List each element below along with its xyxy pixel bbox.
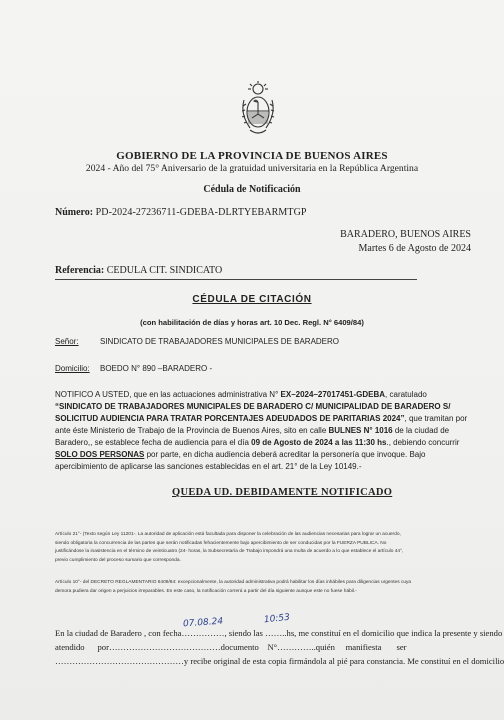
footnote-line: siendo obligatoria la concurrencia de las partes que serán notificadas fehacientemente bajo apercibimiento de ser conducidas por la FUERZA PUBLICA. No <box>55 540 387 546</box>
closing-text: documento <box>220 642 259 652</box>
paragraph-text: , que tramitan por <box>404 414 468 423</box>
paragraph-text: por parte, en dicha audiencia deberá acreditar la personería que invoque. Bajo <box>146 450 426 459</box>
domicilio-row <box>55 364 213 373</box>
closing-text: ser <box>396 642 407 652</box>
paragraph-text: NOTIFICO A USTED, que en las actuaciones administrativa N° <box>55 390 279 399</box>
date: Martes 6 de Agosto de 2024 <box>358 243 471 254</box>
footnote-line: demora pudiera dar origen a perjuicios irreparables. En este caso, la notificación correrá a partir del día siguiente aunque este no fuese hábil.- <box>55 588 357 594</box>
government-title: GOBIERNO DE LA PROVINCIA DE BUENOS AIRES <box>116 150 388 162</box>
closing-text: y recibe original de esta copia firmándola al pié para constancia. Me constituí en el domicilio <box>183 656 504 666</box>
hearing-datetime: 09 de Agosto de 2024 a las 11:30 hs <box>251 438 387 447</box>
closing-line-2: atendido por…………………………………documento N°…………..quién manifiesta ser <box>55 642 407 652</box>
closing-line-3: ………………………………………y recibe original de esta copia firmándola al pié para constancia. Me constituí en el domicilio <box>55 656 504 666</box>
domicilio-label: Domicilio: <box>55 364 90 373</box>
closing-text: En la ciudad de Baradero , con fecha <box>55 628 182 638</box>
paragraph-line-2: “SINDICATO DE TRABAJADORES MUNICIPALES DE BARADERO C/ MUNICIPALIDAD DE BARADERO S/ <box>55 402 451 411</box>
referencia-divider <box>55 279 417 280</box>
closing-text: manifiesta <box>345 642 382 652</box>
closing-certificate <box>55 626 504 668</box>
referencia-value: CEDULA CIT. SINDICATO <box>106 265 223 276</box>
footnote-line: justificándose la inasistencia en el término de veinticuatro (24- horas, la Subsecretaría de Trabajo impondrá una multa de acuerdo a lo que establece el artículo 44°, <box>55 549 404 554</box>
closing-text: por <box>97 642 109 652</box>
referencia-line <box>55 265 222 276</box>
paragraph-line-1 <box>55 389 503 401</box>
place: BARADERO, BUENOS AIRES <box>340 229 471 240</box>
footnote-line: previo cumplimiento del proceso sumario que corresponda. <box>55 557 181 563</box>
expediente-number: EX–2024–27017451-GDEBA <box>280 390 386 399</box>
numero-line <box>55 207 307 218</box>
citation-subtitle: (con habilitación de días y horas art. 10 Dec. Regl. N° 6409/84) <box>140 318 364 327</box>
paragraph-text: , caratulado <box>385 390 427 399</box>
footnote-line: Artículo 10°- del DECRETO REGLAMENTARIO 6409/84: excepcionalmente, la autoridad administrativa podrá habilitar los días inhábiles para diligencias urgentes cuya <box>55 580 412 585</box>
paragraph-text: de la ciudad de <box>394 426 450 435</box>
referencia-label: Referencia: <box>55 265 105 276</box>
handwritten-date: 07.08.24 <box>182 616 224 630</box>
office-address: BULNES N° 1016 <box>328 426 393 435</box>
senor-label: Señor: <box>55 337 79 346</box>
paragraph-text: ., debiendo concurrir <box>386 438 460 447</box>
domicilio-value: BOEDO N° 890 –BARADERO - <box>100 364 213 373</box>
attendance-limit: SOLO DOS PERSONAS <box>55 450 145 459</box>
notification-paragraph <box>55 389 503 473</box>
footnote-line: Artículo 21°- (Texto según Ley 11201-. La autoridad de aplicación está facultada para disponer la celebración de las audiencias necesarias para lograr un acuerdo, <box>55 532 401 537</box>
citation-title: CÉDULA DE CITACIÓN <box>192 294 312 305</box>
handwritten-time: 10:53 <box>263 612 291 626</box>
numero-label: Número: <box>55 207 94 218</box>
paragraph-line-7: apercibimiento de aplicarse las sanciones establecidas en el art. 21° de la Ley 10149.- <box>55 462 362 471</box>
closing-text: hs, me constituí en el domicilio que indica la presente y siendo <box>286 628 503 638</box>
numero-value: PD-2024-27236711-GDEBA-DLRTYEBARMTGP <box>95 207 307 218</box>
closing-line-1: En la ciudad de Baradero , con fecha……………, siendo las ……..hs, me constituí en el domicilio que indica la presente y siendo <box>55 628 503 638</box>
closing-text: atendido <box>55 642 85 652</box>
coat-of-arms-emblem <box>238 80 278 138</box>
closing-text: N° <box>267 642 278 652</box>
closing-text: , siendo las <box>224 628 263 638</box>
paragraph-line-4 <box>55 425 503 437</box>
senor-row <box>55 337 340 346</box>
year-motto: 2024 - Año del 75° Aniversario de la gratuidad universitaria en la República Argentina <box>85 163 419 174</box>
document-type: Cédula de Notificación <box>203 184 301 195</box>
paragraph-text: ante éste Ministerio de Trabajo de la Provincia de Buenos Aires, sito en calle <box>55 426 327 435</box>
case-title: SOLICITUD AUDIENCIA PARA TRATAR PORCENTAJES ADEUDADOS DE PARITARIAS 2024” <box>55 414 405 423</box>
paragraph-line-6 <box>55 449 503 461</box>
paragraph-text: Baradero,, se establece fecha de audiencia para el día <box>55 438 249 447</box>
article-21-footnote <box>55 531 504 565</box>
paragraph-line-3 <box>55 413 503 425</box>
closing-text: quién <box>315 642 335 652</box>
senor-value: SINDICATO DE TRABAJADORES MUNICIPALES DE BARADERO <box>100 337 340 346</box>
notified-statement: QUEDA UD. DEBIDAMENTE NOTIFICADO <box>172 487 393 498</box>
article-10-footnote <box>55 579 504 596</box>
paragraph-line-5 <box>55 437 503 449</box>
